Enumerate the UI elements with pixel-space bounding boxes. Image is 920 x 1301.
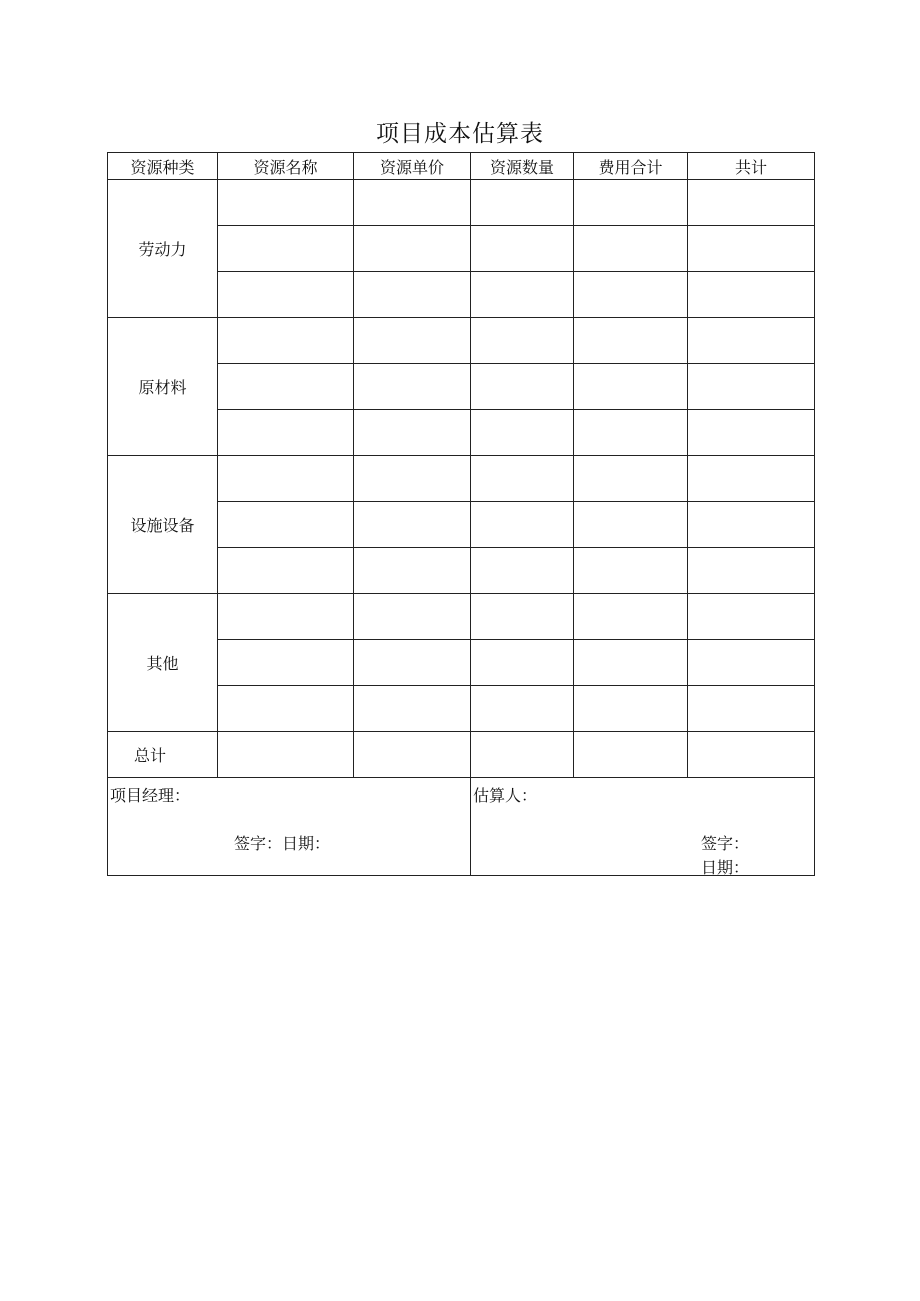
signoff-row — [108, 778, 815, 876]
header-resource-name: 资源名称 — [218, 153, 354, 180]
table-cell[interactable] — [471, 502, 574, 548]
table-cell[interactable] — [354, 364, 471, 410]
project-manager-label: 项目经理： — [110, 786, 191, 805]
table-cell[interactable] — [218, 640, 354, 686]
table-cell[interactable] — [218, 456, 354, 502]
table-cell[interactable] — [471, 686, 574, 732]
table-header-row — [108, 153, 815, 180]
table-cell[interactable] — [574, 318, 688, 364]
table-cell[interactable] — [688, 732, 815, 778]
table-cell[interactable] — [574, 502, 688, 548]
table-cell[interactable] — [354, 410, 471, 456]
header-cost-subtotal: 费用合计 — [574, 153, 688, 180]
table-cell[interactable] — [574, 594, 688, 640]
category-other: 其他 — [108, 594, 218, 732]
table-cell[interactable] — [574, 456, 688, 502]
table-cell[interactable] — [574, 640, 688, 686]
estimator-label: 估算人： — [473, 786, 538, 805]
total-row — [108, 732, 815, 778]
table-cell[interactable] — [471, 180, 574, 226]
table-cell[interactable] — [688, 272, 815, 318]
estimator-signoff[interactable] — [471, 778, 815, 876]
table-cell[interactable] — [354, 548, 471, 594]
table-cell[interactable] — [471, 226, 574, 272]
table-cell[interactable] — [471, 318, 574, 364]
table-cell[interactable] — [471, 456, 574, 502]
table-cell[interactable] — [688, 640, 815, 686]
table-cell[interactable] — [574, 686, 688, 732]
category-facilities-equipment: 设施设备 — [108, 456, 218, 594]
table-cell[interactable] — [354, 318, 471, 364]
table-cell[interactable] — [218, 548, 354, 594]
table-cell[interactable] — [218, 318, 354, 364]
header-grand-total: 共计 — [688, 153, 815, 180]
table-cell[interactable] — [688, 502, 815, 548]
table-cell[interactable] — [354, 272, 471, 318]
header-quantity: 资源数量 — [471, 153, 574, 180]
table-cell[interactable] — [688, 226, 815, 272]
table-cell[interactable] — [688, 318, 815, 364]
table-cell[interactable] — [218, 226, 354, 272]
table-cell[interactable] — [471, 364, 574, 410]
table-cell[interactable] — [688, 594, 815, 640]
table-cell[interactable] — [471, 272, 574, 318]
table-cell[interactable] — [354, 502, 471, 548]
table-cell[interactable] — [218, 732, 354, 778]
table-cell[interactable] — [471, 548, 574, 594]
table-cell[interactable] — [218, 180, 354, 226]
table-cell[interactable] — [218, 272, 354, 318]
table-cell[interactable] — [574, 226, 688, 272]
table-cell[interactable] — [688, 180, 815, 226]
table-cell[interactable] — [218, 410, 354, 456]
estimator-sign-label: 签字： — [701, 834, 750, 853]
table-cell[interactable] — [354, 456, 471, 502]
table-row — [108, 318, 815, 364]
table-cell[interactable] — [471, 732, 574, 778]
project-manager-signoff[interactable] — [108, 778, 471, 876]
table-row — [108, 180, 815, 226]
table-cell[interactable] — [574, 732, 688, 778]
total-label: 总计 — [108, 732, 218, 778]
table-cell[interactable] — [574, 272, 688, 318]
estimator-date-label: 日期： — [701, 858, 750, 876]
table-row — [108, 456, 815, 502]
table-cell[interactable] — [354, 732, 471, 778]
table-cell[interactable] — [688, 456, 815, 502]
header-resource-type: 资源种类 — [108, 153, 218, 180]
table-cell[interactable] — [688, 686, 815, 732]
table-cell[interactable] — [471, 640, 574, 686]
table-cell[interactable] — [574, 548, 688, 594]
table-cell[interactable] — [354, 594, 471, 640]
table-cell[interactable] — [688, 548, 815, 594]
category-raw-materials: 原材料 — [108, 318, 218, 456]
table-cell[interactable] — [574, 410, 688, 456]
table-cell[interactable] — [354, 180, 471, 226]
table-cell[interactable] — [218, 594, 354, 640]
page-title: 项目成本估算表 — [376, 121, 544, 147]
table-cell[interactable] — [218, 686, 354, 732]
header-unit-price: 资源单价 — [354, 153, 471, 180]
cost-estimate-table — [107, 152, 815, 876]
project-manager-sign-date: 签字：日期： — [234, 834, 331, 853]
table-cell[interactable] — [218, 502, 354, 548]
table-cell[interactable] — [354, 226, 471, 272]
table-cell[interactable] — [471, 594, 574, 640]
category-labor: 劳动力 — [108, 180, 218, 318]
table-cell[interactable] — [354, 686, 471, 732]
table-cell[interactable] — [574, 364, 688, 410]
table-cell[interactable] — [688, 364, 815, 410]
table-cell[interactable] — [218, 364, 354, 410]
table-cell[interactable] — [471, 410, 574, 456]
table-cell[interactable] — [688, 410, 815, 456]
table-cell[interactable] — [574, 180, 688, 226]
table-row — [108, 594, 815, 640]
table-cell[interactable] — [354, 640, 471, 686]
